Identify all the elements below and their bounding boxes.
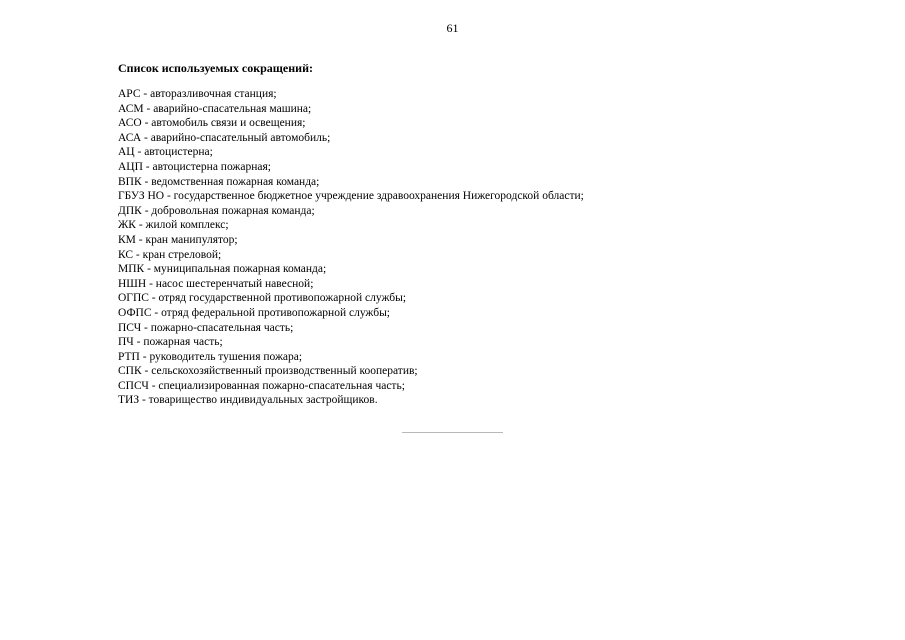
abbreviations-heading: Список используемых сокращений: (118, 61, 313, 75)
abbreviation-item: КС - кран стреловой; (118, 248, 222, 261)
abbreviation-item: АСМ - аварийно-спасательная машина; (118, 102, 312, 115)
abbreviation-item: АЦ - автоцистерна; (118, 146, 213, 159)
abbreviation-item: ГБУЗ НО - государственное бюджетное учреждение здравоохранения Нижегородской области; (118, 190, 584, 203)
abbreviation-item: ЖК - жилой комплекс; (118, 219, 229, 232)
abbreviation-item: АСА - аварийно-спасательный автомобиль; (118, 131, 331, 144)
abbreviation-item: ДПК - добровольная пожарная команда; (118, 204, 315, 217)
page-number: 61 (446, 21, 459, 35)
abbreviation-item: КМ - кран манипулятор; (118, 233, 238, 246)
abbreviation-item: ПЧ - пожарная часть; (118, 336, 223, 349)
abbreviation-item: СПК - сельскохозяйственный производственный кооператив; (118, 365, 418, 378)
abbreviation-item: СПСЧ - специализированная пожарно-спасательная часть; (118, 379, 405, 392)
abbreviation-item: ВПК - ведомственная пожарная команда; (118, 175, 320, 188)
abbreviation-item: МПК - муниципальная пожарная команда; (118, 263, 327, 276)
abbreviations-list (118, 87, 584, 408)
abbreviation-item: АЦП - автоцистерна пожарная; (118, 160, 271, 173)
abbreviation-item: АРС - авторазливочная станция; (118, 88, 277, 100)
abbreviation-item: НШН - насос шестеренчатый навесной; (118, 277, 314, 290)
abbreviation-item: ОГПС - отряд государственной противопожарной службы; (118, 292, 407, 305)
abbreviation-item: ТИЗ - товарищество индивидуальных застройщиков. (118, 394, 378, 407)
abbreviation-item: РТП - руководитель тушения пожара; (118, 350, 303, 363)
abbreviation-item: АСО - автомобиль связи и освещения; (118, 117, 306, 130)
end-of-section-rule (402, 432, 503, 433)
abbreviation-item: ОФПС - отряд федеральной противопожарной службы; (118, 306, 390, 319)
abbreviation-item: ПСЧ - пожарно-спасательная часть; (118, 321, 294, 334)
